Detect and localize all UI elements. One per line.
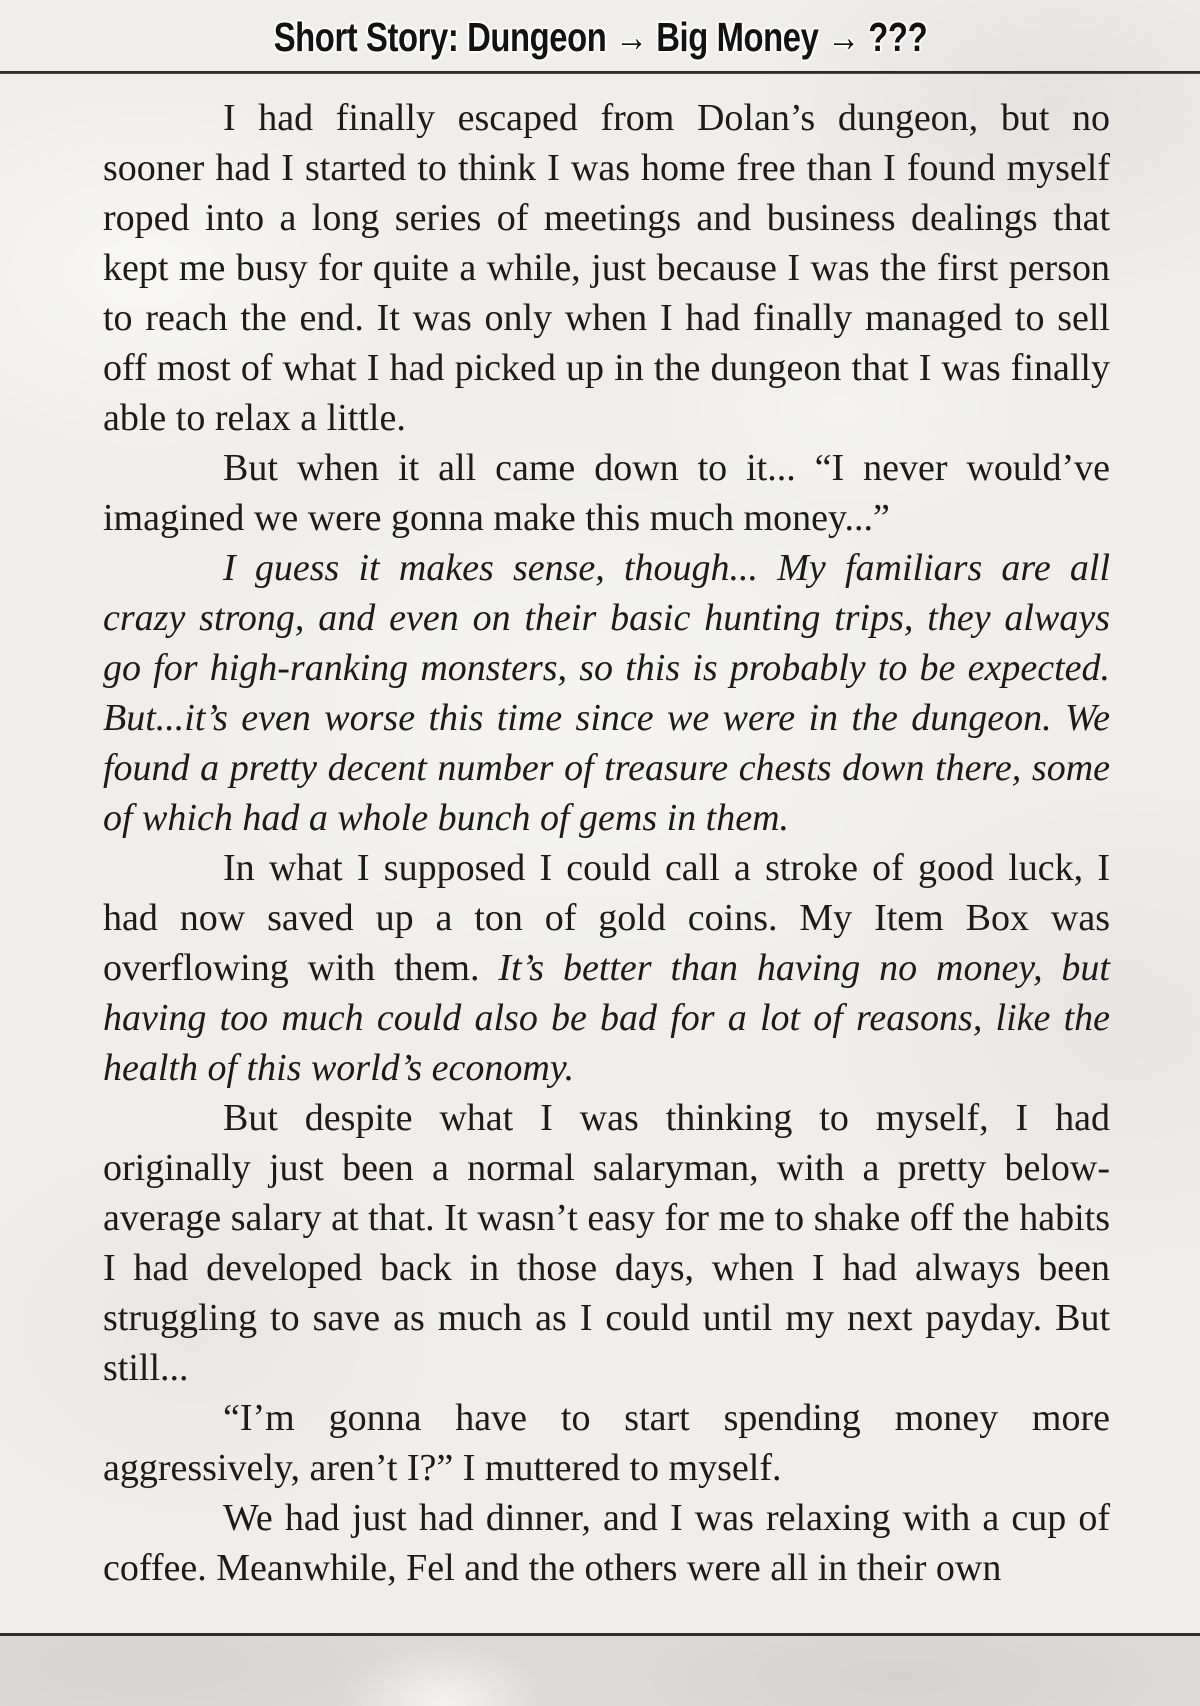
text-segment: We had just had dinner, and I was relaxing with a cup of coffee. Meanwhile, Fel and the others were all in their own — [103, 1497, 1110, 1589]
header-rule — [0, 71, 1200, 74]
paragraph — [103, 1093, 1110, 1393]
chapter-title: Short Story: Dungeon → Big Money → ??? — [273, 14, 927, 60]
text-segment: But despite what I was thinking to myself, I had originally just been a normal salaryman, with a pretty below-average salary at that. It wasn’t easy for me to shake off the habits I had developed back in those days, when I had always been struggling to save as much as I could until my next payday. But still... — [103, 1097, 1110, 1389]
text-segment: In what I supposed I could call a stroke of good luck, I had now saved up a ton of gold coins. My Item Box was overflowing with them. — [103, 847, 1110, 989]
paragraph — [103, 443, 1110, 543]
text-segment: But when it all came down to it... “I never would’ve imagined we were gonna make this much money...” — [103, 447, 1110, 539]
text-segment-italic: It’s better than having no money, but having too much could also be bad for a lot of reasons, like the health of this world’s economy. — [103, 947, 1110, 1089]
paragraph — [103, 843, 1110, 1093]
paragraph — [103, 1393, 1110, 1493]
page-header — [0, 0, 1200, 71]
paragraph — [103, 1493, 1110, 1593]
story-text-block — [103, 93, 1110, 1593]
text-segment: I had finally escaped from Dolan’s dungeon, but no sooner had I started to think I was home free than I found myself roped into a long series of meetings and business dealings that kept me busy for quite a while, just because I was the first person to reach the end. It was only when I had finally managed to sell off most of what I had picked up in the dungeon that I was finally able to relax a little. — [103, 97, 1110, 439]
paragraph — [103, 543, 1110, 843]
text-segment: “I’m gonna have to start spending money more aggressively, aren’t I?” I muttered to myself. — [103, 1397, 1110, 1489]
paragraph — [103, 93, 1110, 443]
text-segment-italic: I guess it makes sense, though... My familiars are all crazy strong, and even on their basic hunting trips, they always go for high-ranking monsters, so this is probably to be expected. But...it’s even worse this time since we were in the dungeon. We found a pretty decent number of treasure chests down there, some of which had a whole bunch of gems in them. — [103, 547, 1110, 839]
footer-band — [0, 1636, 1200, 1706]
